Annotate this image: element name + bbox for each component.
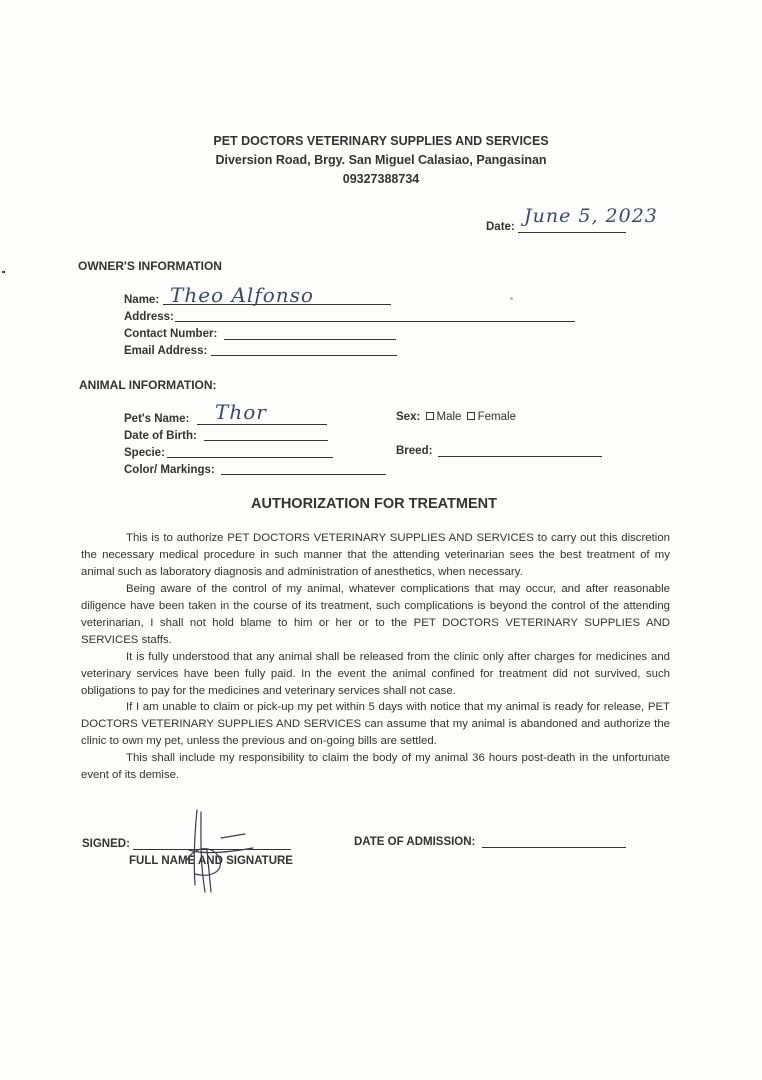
date-label: Date:: [486, 221, 515, 233]
company-address: Diversion Road, Brgy. San Miguel Calasiao, Pangasinan: [215, 153, 547, 167]
breed-label: Breed:: [396, 445, 433, 457]
authorization-paragraph-4: If I am unable to claim or pick-up my pet within 5 days with notice that my animal is ready for release, PET DOCTORS VETERINARY SUPPLIES AND SERVICES can assume that my animal is abandoned and authorize the clinic to own my pet, unless the previous and on-going bills are settled.: [81, 701, 670, 747]
authorization-paragraph-2: Being aware of the control of my animal, whatever complications that may occur, and after reasonable diligence have been taken in the course of its treatment, such complications is beyond the control of the attending veterinarian, I shall not hold blame to him or her or to the PET DOCTORS VETERINARY SUPPLIES AND SERVICES staffs.: [81, 583, 670, 646]
specie-label: Specie:: [124, 447, 165, 459]
authorization-paragraph-5: This shall include my responsibility to claim the body of my animal 36 hours post-death in the unfortunate event of its demise.: [81, 752, 670, 781]
pet-name-label: Pet's Name:: [124, 413, 190, 425]
owner-name-field[interactable]: [163, 304, 391, 305]
sex-label: Sex:: [396, 411, 421, 423]
breed-field[interactable]: [438, 456, 602, 457]
authorization-title: AUTHORIZATION FOR TREATMENT: [251, 496, 497, 512]
female-label: Female: [477, 411, 516, 423]
date-of-admission-field[interactable]: [482, 847, 626, 848]
date-of-admission-label: DATE OF ADMISSION:: [354, 836, 476, 848]
male-label: Male: [436, 411, 462, 423]
owner-contact-field[interactable]: [224, 339, 396, 340]
date-handwritten[interactable]: June 5, 2023: [524, 205, 658, 227]
handwritten-signature: [175, 800, 270, 900]
owner-address-field[interactable]: [175, 321, 575, 322]
owner-address-label: Address:: [124, 311, 174, 323]
animal-section-title: ANIMAL INFORMATION:: [79, 378, 217, 392]
sex-field: [396, 411, 516, 423]
authorization-paragraph-3: It is fully understood that any animal shall be released from the clinic only after charges for medicines and veterinary services have been fully paid. In the event the animal confined for treatment did not survived, such obligations to pay for the medicines and veterinary services shall not case.: [81, 651, 670, 697]
color-markings-field[interactable]: [221, 474, 386, 475]
owner-name-handwritten[interactable]: Theo Alfonso: [170, 283, 314, 307]
owner-contact-label: Contact Number:: [124, 328, 218, 340]
pet-name-handwritten[interactable]: Thor: [215, 400, 267, 424]
pet-name-field[interactable]: [197, 424, 327, 425]
dob-label: Date of Birth:: [124, 430, 197, 442]
authorization-paragraph-1: This is to authorize PET DOCTORS VETERINARY SUPPLIES AND SERVICES to carry out this discretion the necessary medical procedure in such manner that the attending veterinarian sees the best treatment of my animal such as laboratory diagnosis and administration of anesthetics, when necessary.: [81, 532, 670, 578]
owner-section-title: OWNER'S INFORMATION: [78, 259, 222, 273]
scan-speck: [510, 297, 513, 300]
specie-field[interactable]: [167, 457, 333, 458]
scan-mark: [2, 271, 5, 273]
female-checkbox[interactable]: [467, 412, 475, 420]
company-name: PET DOCTORS VETERINARY SUPPLIES AND SERVICES: [213, 134, 549, 148]
date-line: [518, 232, 626, 233]
signed-label: SIGNED:: [82, 838, 130, 850]
dob-field[interactable]: [204, 440, 328, 441]
male-checkbox[interactable]: [426, 412, 434, 420]
owner-name-label: Name:: [124, 294, 160, 306]
color-markings-label: Color/ Markings:: [124, 464, 215, 476]
owner-email-field[interactable]: [211, 355, 397, 356]
company-phone: 09327388734: [342, 172, 420, 186]
full-name-signature-label: FULL NAME AND SIGNATURE: [129, 855, 293, 867]
owner-email-label: Email Address:: [124, 345, 208, 357]
